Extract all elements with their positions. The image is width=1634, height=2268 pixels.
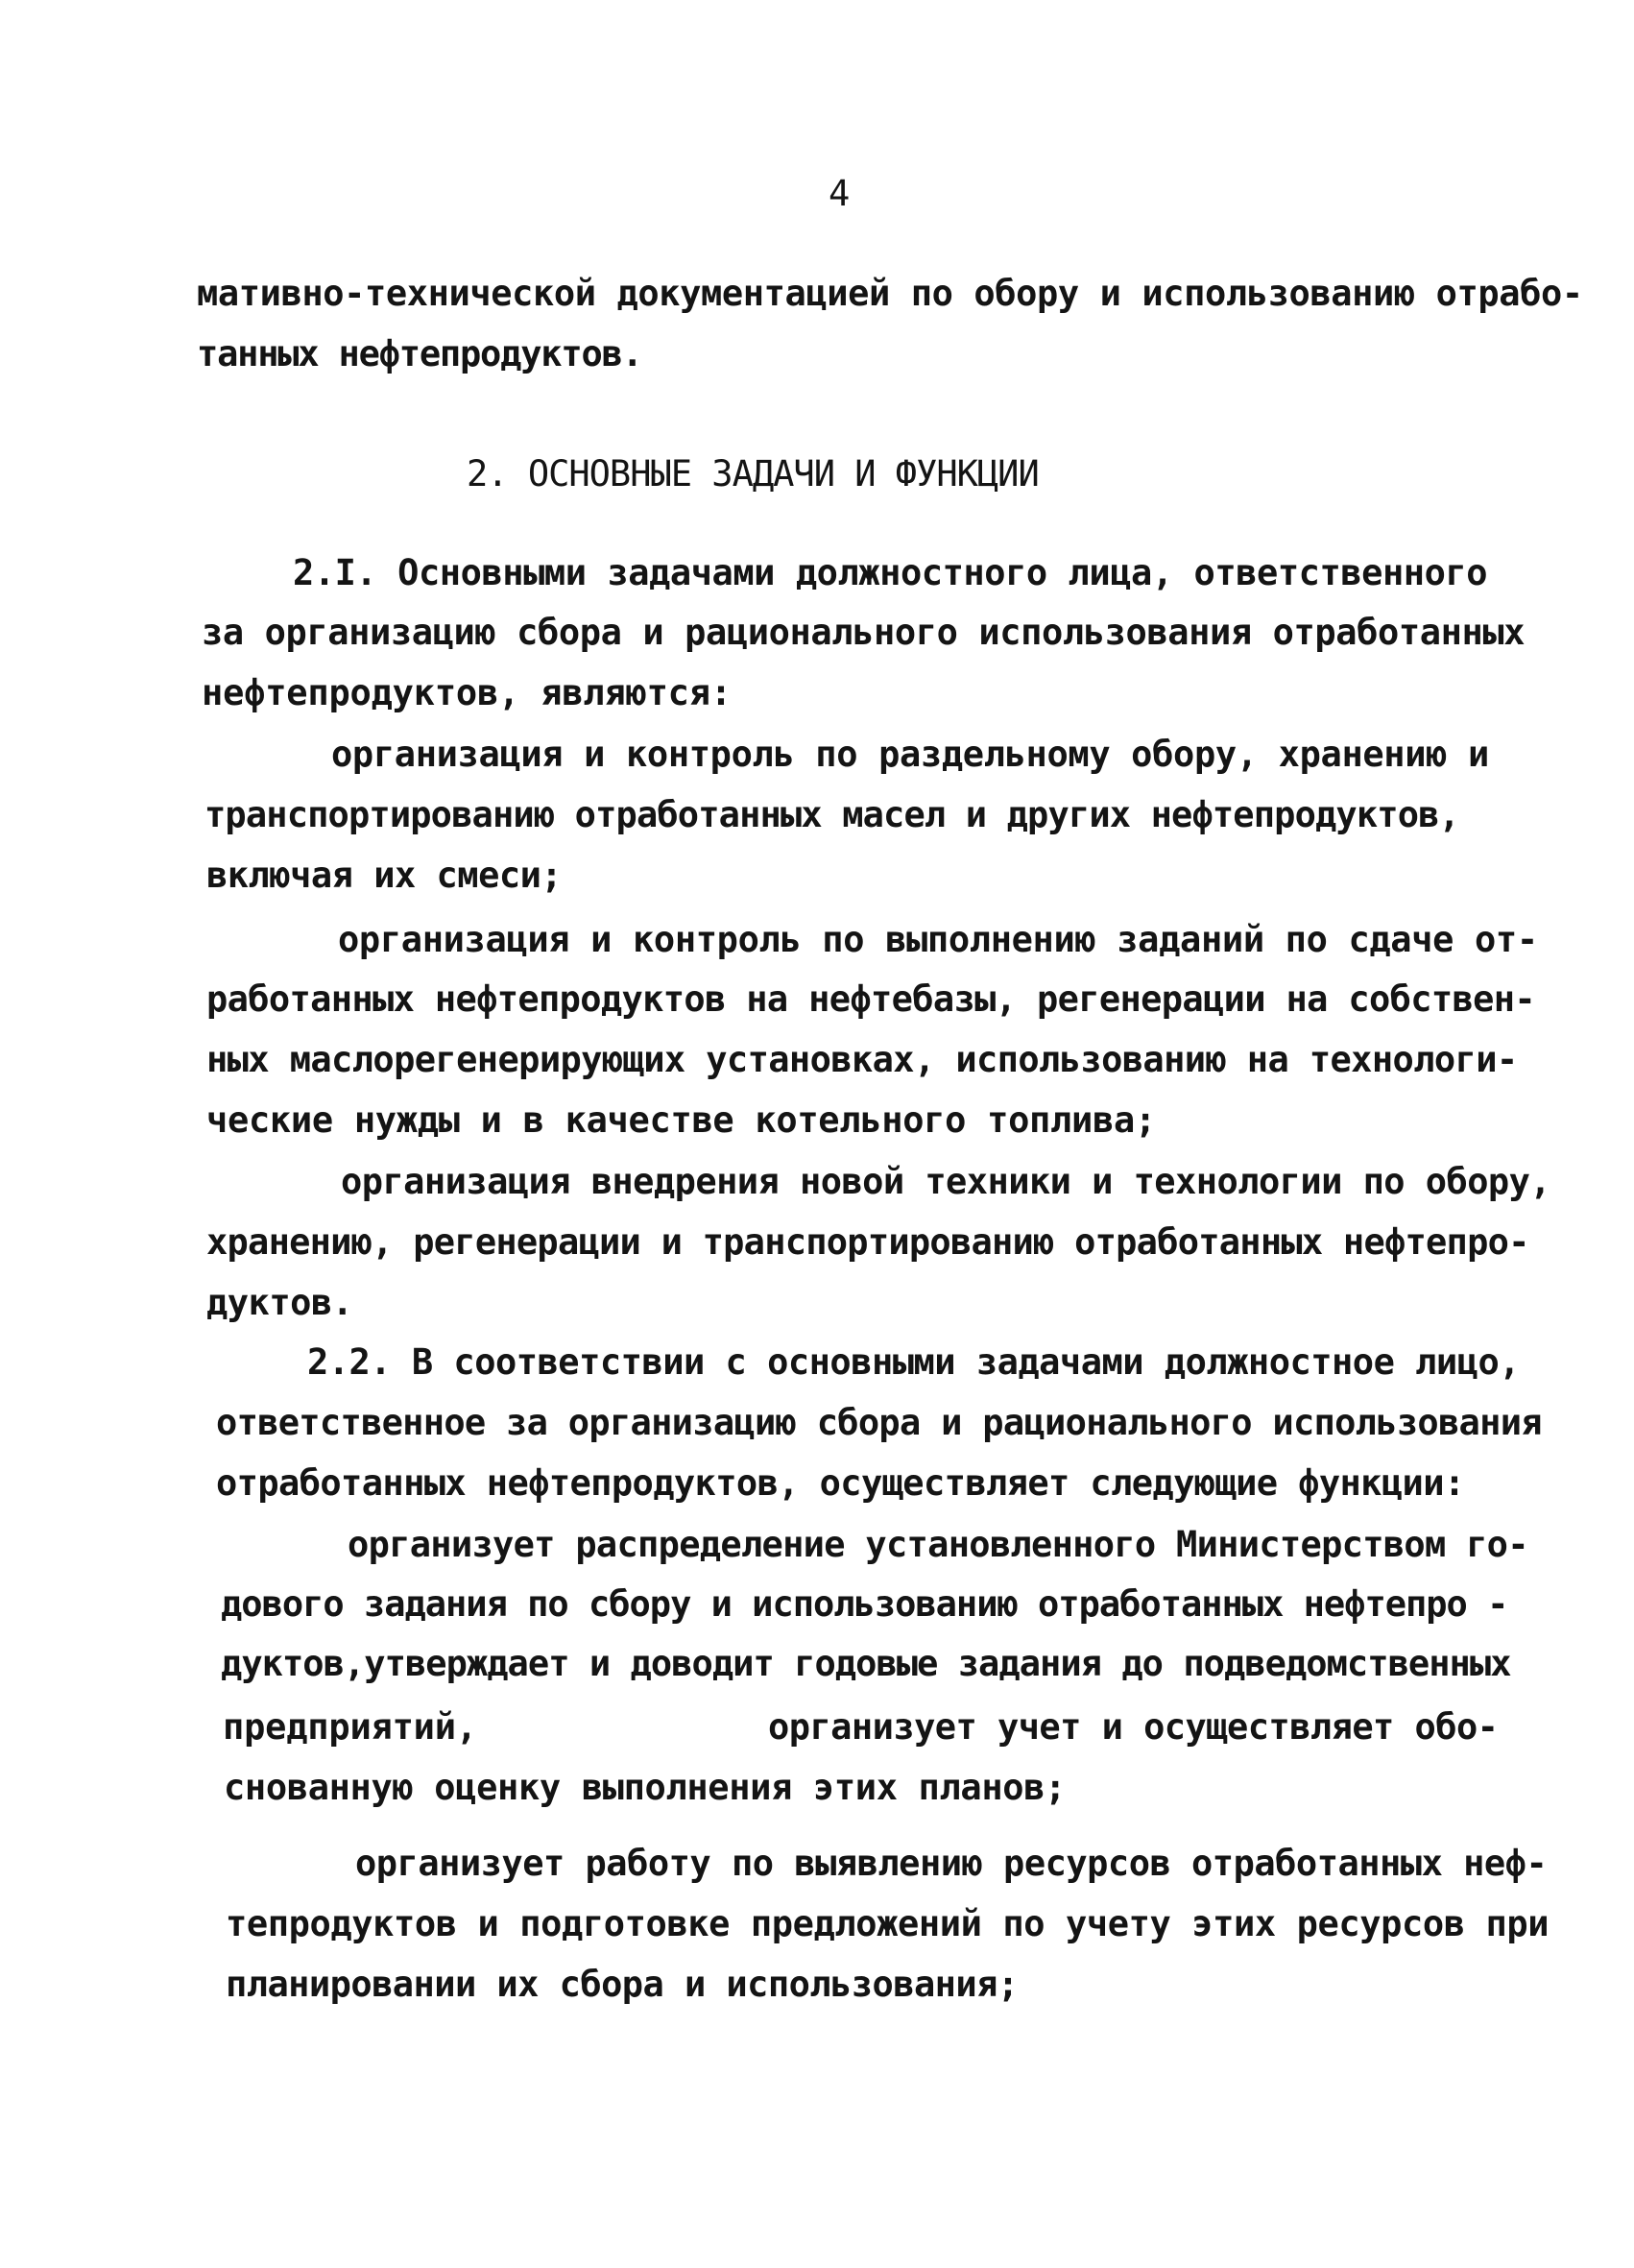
intro-line-2: танных нефтепродуктов. — [197, 333, 642, 374]
function-1-line-4b: организует учет и осуществляет обо- — [768, 1706, 1499, 1748]
function-1-line-1: организует распределение установленного Министерством го- — [348, 1524, 1528, 1565]
page-number: 4 — [829, 173, 851, 214]
task-2-line-1: организация и контроль по выполнению заданий по сдаче от- — [338, 919, 1538, 960]
task-2-line-3: ных маслорегенерирующих установках, использованию на технологи- — [206, 1039, 1518, 1080]
p2-2-line-3: отработанных нефтепродуктов, осуществляет следующие функции: — [216, 1462, 1465, 1504]
p2-1-line-1: 2.I. Основными задачами должностного лица, ответственного — [293, 552, 1488, 593]
function-1-line-4a: предприятий, — [223, 1706, 477, 1748]
function-1-line-3: дуктов,утверждает и доводит годовые задания до подведомственных — [221, 1643, 1511, 1684]
p2-2-line-1: 2.2. В соответствии с основными задачами должностное лицо, — [307, 1341, 1521, 1383]
task-1-line-2: транспортированию отработанных масел и других нефтепродуктов, — [204, 794, 1459, 835]
p2-1-line-3: нефтепродуктов, являются: — [202, 672, 732, 713]
p2-2-line-2: ответственное за организацию сбора и рационального использования — [216, 1402, 1542, 1443]
p2-1-line-2: за организацию сбора и рационального использования отработанных — [202, 612, 1526, 653]
function-2-line-1: организует работу по выявлению ресурсов отработанных неф- — [355, 1843, 1548, 1884]
task-3-line-3: дуктов. — [206, 1282, 353, 1323]
intro-line-1: мативно-технической документацией по обору и использованию отрабо- — [197, 273, 1583, 314]
function-2-line-3: планировании их сбора и использования; — [226, 1964, 1019, 2005]
task-2-line-2: работанных нефтепродуктов на нефтебазы, регенерации на собствен- — [206, 978, 1536, 1020]
task-2-line-4: ческие нужды и в качестве котельного топлива; — [206, 1099, 1156, 1141]
task-3-line-1: организация внедрения новой техники и технологии по обору, — [341, 1161, 1551, 1202]
section-heading: 2. ОСНОВНЫЕ ЗАДАЧИ И ФУНКЦИИ — [467, 453, 1039, 495]
function-2-line-2: тепродуктов и подготовке предложений по учету этих ресурсов при — [226, 1903, 1550, 1944]
task-1-line-3: включая их смеси; — [206, 855, 563, 896]
task-3-line-2: хранению, регенерации и транспортированию отработанных нефтепро- — [206, 1221, 1529, 1263]
function-1-line-2: дового задания по сбору и использованию отработанных нефтепро - — [221, 1583, 1508, 1625]
task-1-line-1: организация и контроль по раздельному обору, хранению и — [331, 734, 1489, 775]
function-1-line-5: снованную оценку выполнения этих планов; — [224, 1767, 1067, 1808]
